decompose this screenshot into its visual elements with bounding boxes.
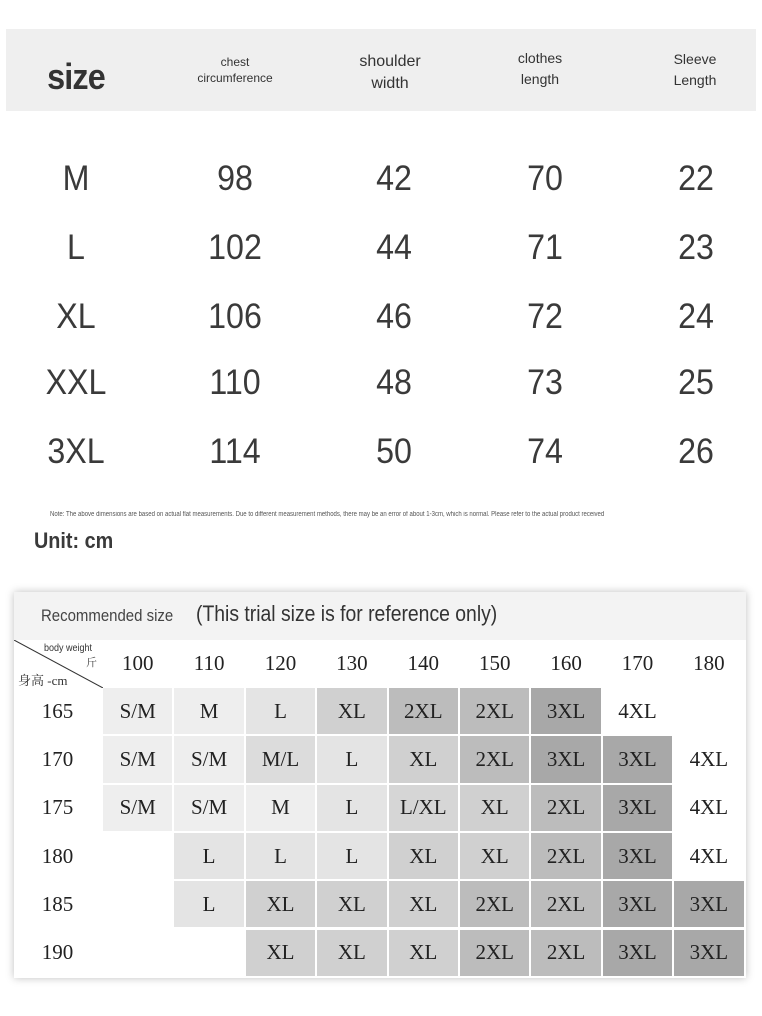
size-row [0, 427, 762, 477]
weight-header-cell: 180 [674, 640, 745, 688]
weight-header-cell: 170 [603, 640, 674, 688]
size-recommendation-cell: S/M [103, 688, 174, 736]
size-recommendation-cell: XL [389, 833, 460, 881]
size-recommendation-cell: 2XL [531, 930, 602, 978]
size-recommendation-cell: 2XL [389, 688, 460, 736]
size-cell: 3XL [47, 432, 105, 471]
size-recommendation-cell: 2XL [531, 881, 602, 929]
weight-header-cell: 130 [317, 640, 388, 688]
size-recommendation-cell: 2XL [460, 930, 531, 978]
chest-cell: 106 [208, 297, 262, 336]
height-header-cell: 175 [14, 785, 103, 833]
size-recommendation-cell: 2XL [531, 833, 602, 881]
header-length [470, 28, 610, 110]
size-recommendation-cell: L/XL [389, 785, 460, 833]
measurement-note: Note: The above dimensions are based on actual flat measurements. Due to different measurement methods, there may be an error of about 1-3cm, which is normal. Please refer to the actual product received [50, 511, 605, 518]
sleeve-cell: 26 [678, 432, 714, 471]
size-row [0, 292, 762, 342]
size-cell: L [67, 228, 85, 267]
size-recommendation-cell [103, 833, 174, 881]
size-recommendation-cell: 4XL [603, 688, 674, 736]
size-recommendation-cell: 2XL [460, 688, 531, 736]
size-cell: XXL [45, 363, 107, 402]
size-recommendation-cell: XL [389, 881, 460, 929]
chest-cell: 102 [208, 228, 262, 267]
size-recommendation-cell: M/L [246, 736, 317, 784]
size-recommendation-cell: L [317, 833, 388, 881]
height-header-cell: 180 [14, 833, 103, 881]
length-cell: 70 [527, 159, 563, 198]
size-recommendation-cell: 3XL [531, 736, 602, 784]
size-recommendation-cell: 2XL [531, 785, 602, 833]
size-recommendation-cell: L [174, 881, 245, 929]
header-size: size [47, 56, 105, 97]
size-recommendation-cell: XL [460, 833, 531, 881]
shoulder-cell: 46 [376, 297, 412, 336]
size-recommendation-cell: S/M [174, 785, 245, 833]
height-header-cell: 170 [14, 736, 103, 784]
size-recommendation-cell: M [174, 688, 245, 736]
size-recommendation-cell: L [317, 785, 388, 833]
height-label: 身高 -cm [18, 673, 68, 688]
size-recommendation-cell: XL [317, 930, 388, 978]
height-header-cell: 185 [14, 881, 103, 929]
weight-header-cell: 110 [174, 640, 245, 688]
size-recommendation-cell: 3XL [603, 736, 674, 784]
length-cell: 73 [527, 363, 563, 402]
weight-header-cell: 120 [246, 640, 317, 688]
length-cell: 71 [527, 228, 563, 267]
size-recommendation-cell: XL [317, 688, 388, 736]
size-recommendation-cell: XL [389, 736, 460, 784]
recommended-title-bar [14, 592, 746, 640]
weight-header-cell: 100 [103, 640, 174, 688]
size-recommendation-cell: S/M [103, 785, 174, 833]
size-recommendation-cell [103, 930, 174, 978]
sleeve-cell: 24 [678, 297, 714, 336]
sleeve-cell: 23 [678, 228, 714, 267]
header-shoulder [320, 32, 460, 114]
weight-header-cell: 150 [460, 640, 531, 688]
chest-cell: 110 [209, 363, 261, 402]
body-weight-label: body weight [44, 643, 93, 654]
size-recommendation-cell: 3XL [531, 688, 602, 736]
height-header-cell: 190 [14, 930, 103, 978]
header-chest [160, 29, 310, 111]
size-recommendation-cell: S/M [174, 736, 245, 784]
size-recommendation-cell: XL [389, 930, 460, 978]
header-chest-line1: chest [220, 55, 250, 69]
size-recommendation-cell [174, 930, 245, 978]
header-shoulder-line2: width [371, 75, 409, 92]
header-sleeve [625, 29, 762, 111]
size-row [0, 358, 762, 408]
size-recommendation-cell: L [246, 688, 317, 736]
height-header-cell: 165 [14, 688, 103, 736]
recommended-title: Recommended size [41, 606, 174, 625]
size-recommendation-cell: 3XL [603, 833, 674, 881]
size-recommendation-cell: XL [317, 881, 388, 929]
size-recommendation-cell [674, 688, 745, 736]
sleeve-cell: 22 [678, 159, 714, 198]
weight-header-cell: 160 [531, 640, 602, 688]
length-cell: 72 [527, 297, 563, 336]
weight-header-cell: 140 [389, 640, 460, 688]
size-recommendation-cell: 2XL [460, 736, 531, 784]
header-length-line1: clothes [517, 50, 563, 66]
shoulder-cell: 44 [376, 228, 412, 267]
size-row [0, 223, 762, 273]
header-chest-line2: circumference [197, 71, 273, 85]
size-recommendation-cell: L [174, 833, 245, 881]
size-recommendation-cell: XL [460, 785, 531, 833]
size-recommendation-cell: L [317, 736, 388, 784]
shoulder-cell: 48 [376, 363, 412, 402]
size-recommendation-cell: 3XL [603, 881, 674, 929]
size-row [0, 154, 762, 204]
weight-unit-label: 斤 [86, 657, 97, 669]
size-cell: XL [56, 297, 96, 336]
size-recommendation-cell: 4XL [674, 736, 745, 784]
size-recommendation-cell: 4XL [674, 785, 745, 833]
sleeve-cell: 25 [678, 363, 714, 402]
unit-label: Unit: cm [34, 528, 114, 553]
size-recommendation-cell: 4XL [674, 833, 745, 881]
size-recommendation-cell: XL [246, 930, 317, 978]
header-sleeve-line2: Length [673, 72, 717, 88]
size-recommendation-cell: 3XL [674, 881, 745, 929]
chest-cell: 114 [209, 432, 261, 471]
header-shoulder-line1: shoulder [359, 53, 421, 70]
shoulder-cell: 50 [376, 432, 412, 471]
size-recommendation-cell [103, 881, 174, 929]
length-cell: 74 [527, 432, 563, 471]
shoulder-cell: 42 [376, 159, 412, 198]
size-recommendation-cell: S/M [103, 736, 174, 784]
header-length-line2: length [520, 71, 560, 87]
size-recommendation-cell: M [246, 785, 317, 833]
header-sleeve-line1: Sleeve [673, 51, 717, 67]
size-recommendation-cell: 3XL [674, 930, 745, 978]
size-recommendation-cell: 3XL [603, 785, 674, 833]
size-cell: M [62, 159, 90, 198]
recommended-subtitle: (This trial size is for reference only) [196, 601, 498, 626]
size-recommendation-cell: XL [246, 881, 317, 929]
size-recommendation-cell: L [246, 833, 317, 881]
chest-cell: 98 [217, 159, 253, 198]
size-recommendation-cell: 2XL [460, 881, 531, 929]
table-corner-header [14, 640, 103, 688]
size-recommendation-cell: 3XL [603, 930, 674, 978]
